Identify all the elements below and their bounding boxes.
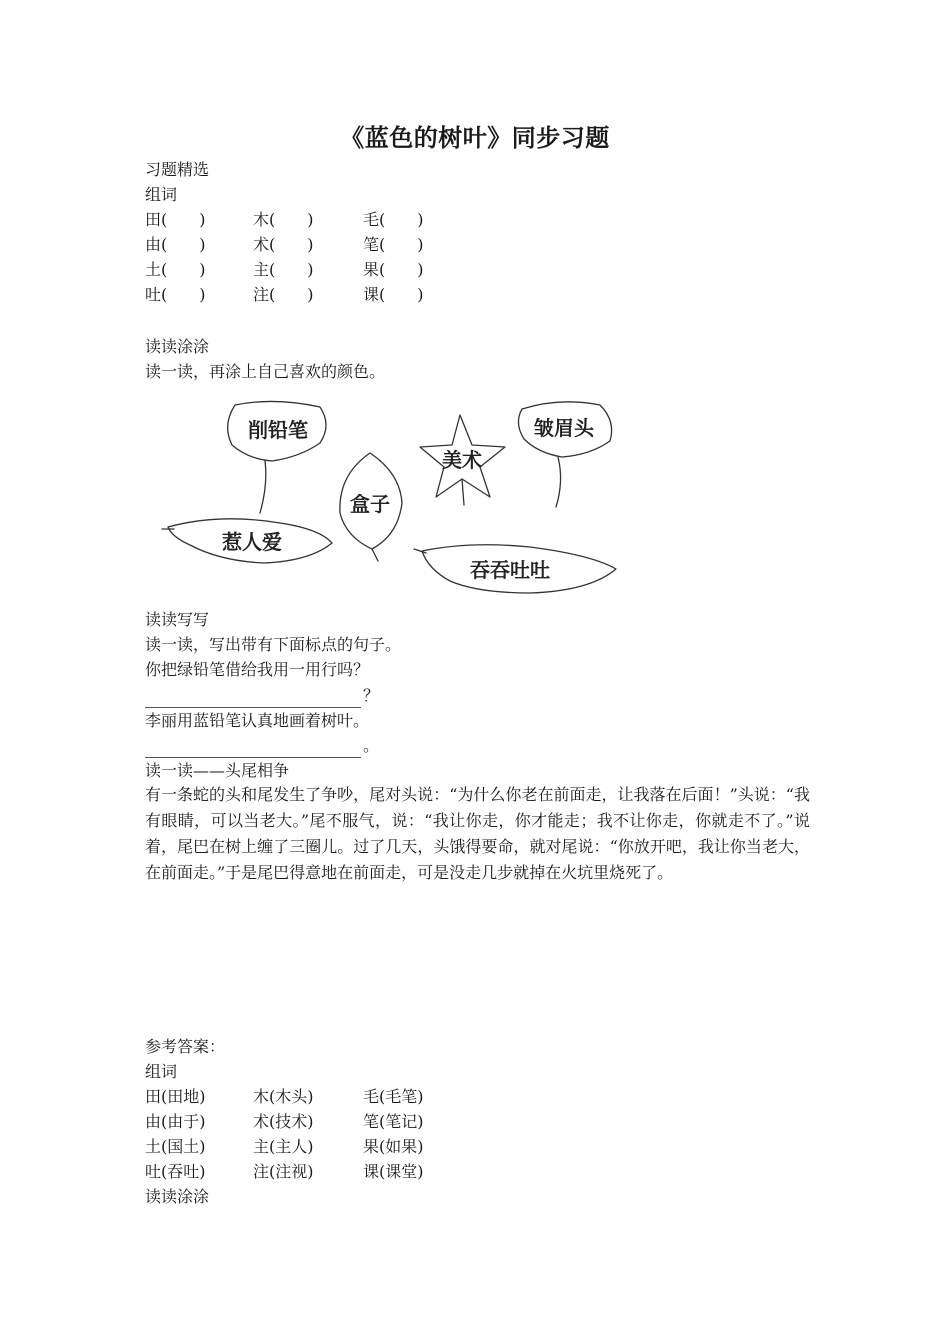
answer-cell: 毛(毛笔) [363, 1087, 424, 1106]
answers-heading: 参考答案： [145, 1037, 226, 1056]
zuci-cell: 课( ) [363, 285, 424, 304]
story-paragraph: 有一条蛇的头和尾发生了争吵，尾对头说：“为什么你老在前面走，让我落在后面！”头说：“我有眼睛，可以当老大。”尾不服气，说：“我让你走，你才能走；我不让你走，你就走不了。”说着，尾巴在树上缠了三圈儿。过了几天，头饿得要命，就对尾说：“你放开吧，我让你当老大，在前面走。”于是尾巴得意地在前面走，可是没走几步就掉在火坑里烧死了。 [145, 785, 810, 882]
zuci-cell: 主( ) [253, 260, 314, 279]
zuci-cell: 田( ) [145, 210, 206, 229]
answers-dudu-tutu-heading: 读读涂涂 [145, 1187, 210, 1206]
answer-cell: 术(技术) [253, 1112, 314, 1131]
answer-blank-2 [145, 734, 379, 758]
zuci-cell: 注( ) [253, 285, 314, 304]
leaf-illustration [160, 395, 630, 600]
zuci-cell: 由( ) [145, 235, 206, 254]
leaf-label: 盒子 [350, 492, 390, 516]
zuci-cell: 术( ) [253, 235, 314, 254]
answer-cell: 吐(吞吐) [145, 1162, 206, 1181]
leaf-label: 惹人爱 [222, 530, 282, 554]
dudu-xiexie-heading: 读读写写 [145, 610, 210, 629]
answer-cell: 主(主人) [253, 1137, 314, 1156]
answer-blank-1 [145, 684, 379, 708]
answer-cell: 田(田地) [145, 1087, 206, 1106]
zuci-cell: 笔( ) [363, 235, 424, 254]
answer-cell: 注(注视) [253, 1162, 314, 1181]
leaf-label: 吞吞吐吐 [470, 558, 550, 582]
story-heading: 读一读——头尾相争 [145, 761, 290, 780]
zuci-cell: 吐( ) [145, 285, 206, 304]
example-sentence-2: 李丽用蓝铅笔认真地画着树叶。 [145, 711, 370, 730]
answer-cell: 笔(笔记) [363, 1112, 424, 1131]
answers-zuci-heading: 组词 [145, 1062, 178, 1081]
answer-cell: 果(如果) [363, 1137, 424, 1156]
leaf-label: 削铅笔 [248, 418, 308, 442]
answer-cell: 木(木头) [253, 1087, 314, 1106]
dudu-xiexie-instruction: 读一读，写出带有下面标点的句子。 [145, 635, 402, 654]
zuci-cell: 木( ) [253, 210, 314, 229]
leaf-label: 美术 [442, 448, 482, 472]
blank-punctuation: 。 [363, 736, 380, 755]
page-title: 《蓝色的树叶》同步习题 [340, 124, 610, 152]
leaf-label: 皱眉头 [534, 416, 594, 440]
example-sentence-1: 你把绿铅笔借给我用一用行吗？ [145, 660, 370, 679]
blank-line[interactable] [145, 739, 361, 758]
zuci-cell: 毛( ) [363, 210, 424, 229]
section-heading-exercises: 习题精选 [145, 160, 210, 179]
dudu-tutu-instruction: 读一读，再涂上自己喜欢的颜色。 [145, 362, 386, 381]
zuci-cell: 果( ) [363, 260, 424, 279]
answer-cell: 由(由于) [145, 1112, 206, 1131]
blank-line[interactable] [145, 689, 361, 708]
dudu-tutu-heading: 读读涂涂 [145, 337, 210, 356]
answer-cell: 土(国土) [145, 1137, 206, 1156]
zuci-heading: 组词 [145, 185, 178, 204]
zuci-cell: 土( ) [145, 260, 206, 279]
blank-punctuation: ？ [363, 686, 380, 705]
answer-cell: 课(课堂) [363, 1162, 424, 1181]
